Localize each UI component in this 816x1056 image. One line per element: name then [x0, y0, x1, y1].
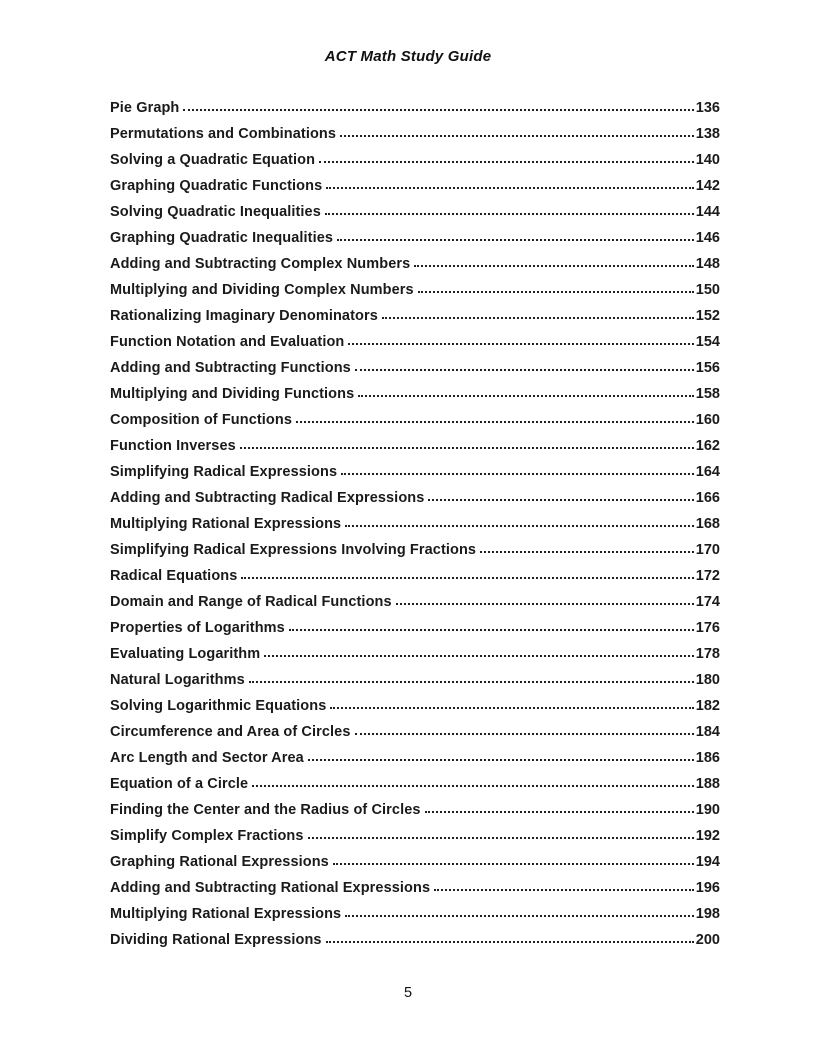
toc-dot-leader: [355, 369, 694, 371]
toc-entry-page-number: 180: [695, 672, 720, 688]
toc-entry-label: Natural Logarithms: [110, 672, 245, 688]
toc-entry-page-number: 160: [695, 412, 720, 428]
toc-entry-page-number: 144: [695, 204, 720, 220]
toc-dot-leader: [418, 291, 694, 293]
toc-entry: [110, 353, 720, 379]
toc-entry: [110, 717, 720, 743]
toc-entry: [110, 327, 720, 353]
toc-entry-label: Multiplying and Dividing Complex Numbers: [110, 282, 414, 298]
toc-entry-label: Adding and Subtracting Complex Numbers: [110, 256, 411, 272]
toc-entry: [110, 899, 720, 925]
toc-entry-label: Domain and Range of Radical Functions: [110, 594, 392, 610]
toc-entry-page-number: 194: [695, 854, 720, 870]
toc-entry: [110, 197, 720, 223]
toc-entry: [110, 691, 720, 717]
toc-entry-label: Equation of a Circle: [110, 776, 249, 792]
toc-dot-leader: [425, 811, 694, 813]
toc-entry-label: Solving Quadratic Inequalities: [110, 204, 321, 220]
toc-entry: [110, 457, 720, 483]
toc-entry: [110, 301, 720, 327]
toc-entry-page-number: 170: [695, 542, 720, 558]
toc-entry-label: Function Notation and Evaluation: [110, 334, 345, 350]
toc-entry: [110, 613, 720, 639]
toc-entry-page-number: 178: [695, 646, 720, 662]
toc-dot-leader: [348, 343, 693, 345]
toc-entry-page-number: 192: [695, 828, 720, 844]
toc-entry-label: Permutations and Combinations: [110, 126, 337, 142]
toc-entry-page-number: 186: [695, 750, 720, 766]
toc-entry-label: Pie Graph: [110, 100, 180, 116]
toc-entry: [110, 561, 720, 587]
toc-entry-label: Adding and Subtracting Functions: [110, 360, 351, 376]
toc-entry-label: Dividing Rational Expressions: [110, 932, 322, 948]
toc-entry-label: Evaluating Logarithm: [110, 646, 261, 662]
toc-entry-page-number: 188: [695, 776, 720, 792]
toc-dot-leader: [341, 473, 694, 475]
toc-entry-label: Arc Length and Sector Area: [110, 750, 304, 766]
toc-entry: [110, 743, 720, 769]
toc-entry-label: Radical Equations: [110, 568, 238, 584]
toc-entry-page-number: 196: [695, 880, 720, 896]
toc-dot-leader: [358, 395, 694, 397]
toc-entry-label: Graphing Quadratic Inequalities: [110, 230, 334, 246]
toc-entry-page-number: 158: [695, 386, 720, 402]
toc-dot-leader: [296, 421, 694, 423]
toc-entry-page-number: 162: [695, 438, 720, 454]
toc-dot-leader: [355, 733, 694, 735]
toc-entry: [110, 249, 720, 275]
toc-dot-leader: [480, 551, 694, 553]
toc-entry: [110, 93, 720, 119]
toc-dot-leader: [325, 213, 694, 215]
table-of-contents: [110, 93, 720, 951]
toc-entry-page-number: 174: [695, 594, 720, 610]
toc-entry-label: Composition of Functions: [110, 412, 293, 428]
toc-entry: [110, 847, 720, 873]
toc-entry-label: Simplifying Radical Expressions Involving Fractions: [110, 542, 477, 558]
toc-dot-leader: [345, 525, 694, 527]
toc-entry-label: Function Inverses: [110, 438, 236, 454]
toc-entry-page-number: 154: [695, 334, 720, 350]
toc-entry: [110, 535, 720, 561]
toc-dot-leader: [241, 577, 693, 579]
toc-dot-leader: [326, 187, 694, 189]
toc-entry-page-number: 142: [695, 178, 720, 194]
toc-entry: [110, 769, 720, 795]
toc-dot-leader: [340, 135, 694, 137]
toc-entry-page-number: 140: [695, 152, 720, 168]
toc-entry: [110, 483, 720, 509]
toc-dot-leader: [252, 785, 694, 787]
toc-entry: [110, 795, 720, 821]
toc-entry-page-number: 190: [695, 802, 720, 818]
toc-entry-page-number: 148: [695, 256, 720, 272]
toc-entry: [110, 145, 720, 171]
toc-dot-leader: [333, 863, 694, 865]
toc-entry: [110, 821, 720, 847]
toc-entry-label: Solving Logarithmic Equations: [110, 698, 327, 714]
toc-entry: [110, 665, 720, 691]
toc-dot-leader: [330, 707, 693, 709]
toc-dot-leader: [289, 629, 694, 631]
toc-entry-label: Solving a Quadratic Equation: [110, 152, 316, 168]
toc-entry: [110, 509, 720, 535]
toc-entry-page-number: 184: [695, 724, 720, 740]
document-header-title: ACT Math Study Guide: [324, 48, 492, 65]
toc-entry-label: Finding the Center and the Radius of Circles: [110, 802, 421, 818]
toc-dot-leader: [319, 161, 694, 163]
toc-entry-page-number: 138: [695, 126, 720, 142]
toc-entry-label: Multiplying and Dividing Functions: [110, 386, 355, 402]
toc-entry-label: Simplify Complex Fractions: [110, 828, 304, 844]
toc-entry-label: Multiplying Rational Expressions: [110, 906, 342, 922]
toc-dot-leader: [183, 109, 693, 111]
toc-entry-label: Properties of Logarithms: [110, 620, 285, 636]
toc-entry-page-number: 152: [695, 308, 720, 324]
toc-entry-label: Graphing Quadratic Functions: [110, 178, 323, 194]
toc-dot-leader: [414, 265, 694, 267]
toc-entry-label: Multiplying Rational Expressions: [110, 516, 342, 532]
toc-entry-page-number: 200: [695, 932, 720, 948]
toc-dot-leader: [396, 603, 694, 605]
toc-entry: [110, 925, 720, 951]
footer-page-number: 5: [403, 985, 413, 1001]
toc-entry-label: Rationalizing Imaginary Denominators: [110, 308, 378, 324]
toc-dot-leader: [326, 941, 694, 943]
toc-entry: [110, 587, 720, 613]
toc-dot-leader: [308, 759, 694, 761]
toc-entry: [110, 171, 720, 197]
toc-entry-page-number: 176: [695, 620, 720, 636]
toc-entry: [110, 223, 720, 249]
toc-dot-leader: [264, 655, 694, 657]
toc-entry-page-number: 182: [695, 698, 720, 714]
toc-entry-label: Simplifying Radical Expressions: [110, 464, 338, 480]
toc-entry: [110, 379, 720, 405]
toc-dot-leader: [345, 915, 694, 917]
toc-entry-page-number: 166: [695, 490, 720, 506]
toc-dot-leader: [428, 499, 693, 501]
toc-entry: [110, 431, 720, 457]
toc-entry: [110, 639, 720, 665]
toc-entry-page-number: 136: [695, 100, 720, 116]
toc-entry-label: Adding and Subtracting Rational Expressions: [110, 880, 431, 896]
toc-dot-leader: [337, 239, 694, 241]
toc-dot-leader: [240, 447, 694, 449]
toc-dot-leader: [434, 889, 694, 891]
toc-entry: [110, 119, 720, 145]
toc-entry-label: Graphing Rational Expressions: [110, 854, 329, 870]
toc-entry: [110, 873, 720, 899]
toc-entry-page-number: 146: [695, 230, 720, 246]
toc-entry-page-number: 156: [695, 360, 720, 376]
toc-entry-page-number: 198: [695, 906, 720, 922]
toc-entry-page-number: 172: [695, 568, 720, 584]
toc-entry: [110, 405, 720, 431]
toc-entry-page-number: 164: [695, 464, 720, 480]
toc-entry: [110, 275, 720, 301]
toc-entry-page-number: 150: [695, 282, 720, 298]
toc-dot-leader: [382, 317, 694, 319]
toc-dot-leader: [249, 681, 694, 683]
toc-dot-leader: [308, 837, 694, 839]
toc-entry-label: Circumference and Area of Circles: [110, 724, 351, 740]
toc-entry-label: Adding and Subtracting Radical Expressions: [110, 490, 425, 506]
toc-entry-page-number: 168: [695, 516, 720, 532]
